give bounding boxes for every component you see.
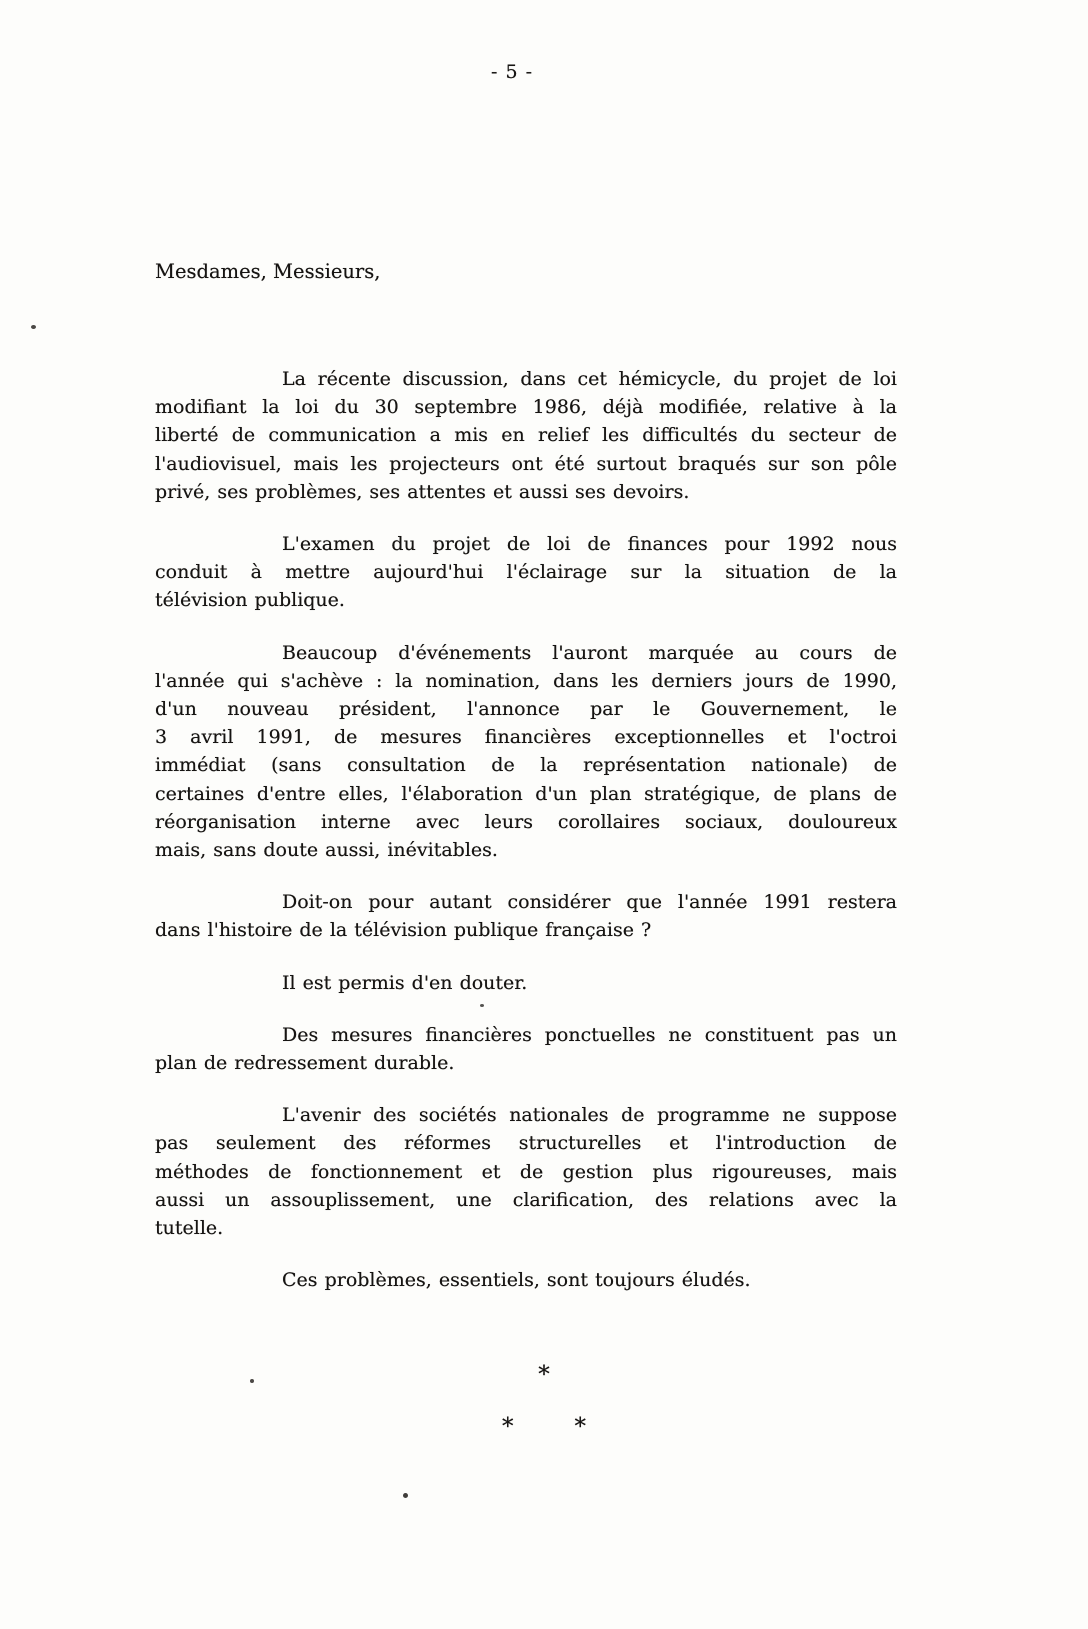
text-line: modifiant la loi du 30 septembre 1986, déjà modifiée, relative à la [155, 396, 897, 419]
text-line: dans l'histoire de la télévision publique française ? [155, 919, 652, 942]
scan-speck [403, 1493, 408, 1498]
text-line: pas seulement des réformes structurelles et l'introduction de [155, 1132, 897, 1155]
text-line: L'avenir des sociétés nationales de programme ne suppose [282, 1104, 897, 1127]
paragraph [155, 1266, 897, 1294]
text-line: Ces problèmes, essentiels, sont toujours éludés. [282, 1269, 751, 1292]
paragraph [155, 530, 897, 615]
text-column [155, 0, 897, 1318]
paragraph [155, 1101, 897, 1242]
paragraph [155, 888, 897, 944]
asterisk-icon: * [538, 1362, 550, 1388]
text-line: méthodes de fonctionnement et de gestion plus rigoureuses, mais [155, 1160, 897, 1183]
salutation: Mesdames, Messieurs, [155, 260, 381, 283]
text-line: Beaucoup d'événements l'auront marquée au cours de [282, 641, 897, 664]
text-line: privé, ses problèmes, ses attentes et aussi ses devoirs. [155, 480, 690, 503]
document-body [155, 365, 897, 1294]
scan-speck [250, 1379, 254, 1383]
asterisk-icon: * [574, 1414, 586, 1440]
text-line: tutelle. [155, 1217, 224, 1240]
text-line: Des mesures financières ponctuelles ne constituent pas un [282, 1023, 897, 1046]
text-line: immédiat (sans consultation de la représentation nationale) de [155, 754, 897, 777]
paragraph [155, 365, 897, 506]
page-number: - 5 - [490, 61, 533, 83]
scan-speck [31, 325, 36, 329]
text-line: d'un nouveau président, l'annonce par le Gouvernement, le [155, 698, 897, 721]
scan-speck [480, 1004, 484, 1007]
text-line: L'examen du projet de loi de finances pour 1992 nous [282, 533, 897, 556]
paragraph [155, 1021, 897, 1077]
text-line: aussi un assouplissement, une clarification, des relations avec la [155, 1188, 897, 1211]
text-line: liberté de communication a mis en relief les difficultés du secteur de [155, 424, 897, 447]
paragraph [155, 969, 897, 997]
text-line: l'audiovisuel, mais les projecteurs ont été surtout braqués sur son pôle [155, 452, 897, 475]
asterisk-separator [0, 1362, 1088, 1440]
text-line: l'année qui s'achève : la nomination, dans les derniers jours de 1990, [155, 669, 897, 692]
text-line: certaines d'entre elles, l'élaboration d'un plan stratégique, de plans de [155, 782, 897, 805]
text-line: La récente discussion, dans cet hémicycle, du projet de loi [282, 368, 897, 390]
text-line: plan de redressement durable. [155, 1052, 455, 1075]
text-line: conduit à mettre aujourd'hui l'éclairage sur la situation de la [155, 561, 897, 584]
paragraph [155, 639, 897, 865]
text-line: réorganisation interne avec leurs corollaires sociaux, douloureux [155, 810, 897, 833]
text-line: mais, sans doute aussi, inévitables. [155, 839, 498, 862]
text-line: Doit-on pour autant considérer que l'année 1991 restera [282, 891, 897, 914]
text-line: télévision publique. [155, 589, 345, 612]
asterisk-row-bottom [0, 1414, 1088, 1440]
text-line: 3 avril 1991, de mesures financières exceptionnelles et l'octroi [155, 726, 897, 749]
asterisk-icon: * [502, 1414, 514, 1440]
asterisk-row-top [0, 1362, 1088, 1388]
text-line: Il est permis d'en douter. [282, 971, 528, 994]
